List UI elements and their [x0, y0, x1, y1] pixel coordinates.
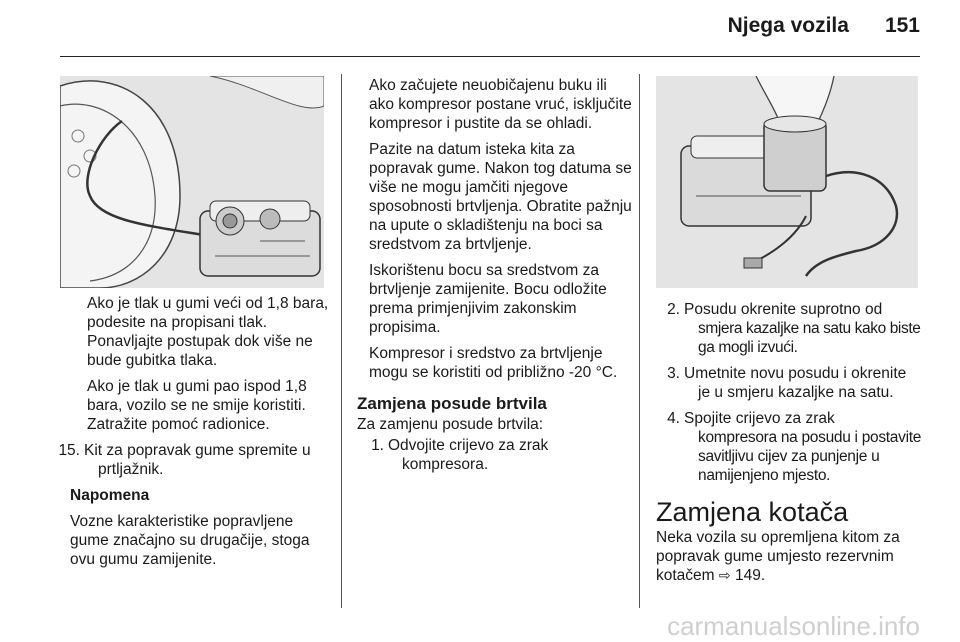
list-item-text: Spojite crijevo za zrak: [684, 410, 835, 427]
list-item-text-cont: kompresora na posudu i postavite savitljivu cijev za punjenje u namijenjeno mjesto.: [698, 429, 922, 484]
note-title: Napomena: [70, 487, 150, 504]
list-item-text: Posudu okrenite suprotno od: [684, 301, 883, 318]
paragraph-disposal: Iskorištenu bocu sa sredstvom za brtvljenje zamijenite. Bocu odložite prema primjenjivim zakonskim propisima.: [369, 262, 607, 336]
sealant-bottle-illustration: [656, 76, 918, 288]
paragraph-temperature: Kompresor i sredstvo za brtvljenje mogu se koristiti od približno -20 °C.: [369, 345, 618, 381]
paragraph-pressure-high: Ako je tlak u gumi veći od 1,8 bara, podesite na propisani tlak. Ponavljajte postupak dok više ne bude gubitka tlaka.: [87, 295, 329, 369]
list-item-3: [656, 364, 924, 402]
list-item-text: Kit za popravak gume spremite u: [84, 442, 311, 459]
header-rule: [60, 56, 920, 57]
list-item-number: 15.: [58, 442, 80, 459]
sealant-bottle-drawing: [656, 76, 918, 288]
list-item-number: 1.: [371, 437, 384, 454]
list-item-text: Odvojite crijevo za zrak: [388, 437, 549, 454]
list-item-number: 3.: [667, 365, 680, 382]
list-item-text-cont: smjera kazaljke na satu kako biste ga mogli izvući.: [698, 320, 921, 356]
paragraph-expiry: Pazite na datum isteka kita za popravak gume. Nakon tog datuma se više ne mogu jamčiti njegove sposobnosti brtvljenja. Obratite pažnju na upute o skladištenju na boci sa sredstvom za brtvljenje.: [369, 141, 632, 253]
paragraph-wheel-change: Neka vozila su opremljena kitom za popravak gume umjesto rezervnim kotačem ⇨ 149.: [656, 529, 900, 584]
page-reference-link[interactable]: 149.: [734, 567, 766, 584]
list-item-1: [357, 436, 632, 474]
subsection-heading: Zamjena posude brtvila: [357, 394, 547, 413]
list-item-text-cont: kompresora.: [402, 456, 489, 473]
paragraph-pressure-low: Ako je tlak u gumi pao ispod 1,8 bara, vozilo se ne smije koristiti. Zatražite pomoć radionice.: [87, 378, 307, 433]
tire-compressor-illustration: [60, 76, 324, 288]
list-item-15: [60, 441, 330, 479]
list-item-text-cont: prtljažnik.: [98, 461, 164, 478]
watermark: carmanualsonline.info: [667, 611, 920, 641]
note-text: Vozne karakteristike popravljene gume značajno su drugačije, stoga ovu gumu zamijenite.: [70, 513, 310, 568]
section-heading: Zamjena kotača: [656, 497, 849, 527]
list-item-text: Umetnite novu posudu i okrenite: [684, 365, 907, 382]
list-item-text-cont: je u smjeru kazaljke na satu.: [698, 384, 894, 401]
column-2: [357, 76, 632, 481]
list-item-4: [656, 409, 924, 485]
header-title: Njega vozila: [727, 14, 849, 37]
page-header: [728, 14, 920, 38]
list-item-number: 2.: [667, 301, 680, 318]
paragraph-intro: Za zamjenu posude brtvila:: [357, 416, 544, 433]
list-item-number: 4.: [667, 410, 680, 427]
column-1: [60, 294, 330, 576]
paragraph-noise: Ako začujete neuobičajenu buku ili ako kompresor postane vruć, isključite kompresor i pustite da se ohladi.: [369, 77, 632, 132]
arrow-right-icon: ⇨: [718, 567, 731, 583]
page-number: 151: [884, 14, 920, 37]
tire-compressor-drawing: [60, 76, 324, 288]
column-divider-1: [341, 74, 342, 608]
column-divider-2: [639, 74, 640, 608]
column-3: [656, 300, 924, 592]
list-item-2: [656, 300, 924, 357]
